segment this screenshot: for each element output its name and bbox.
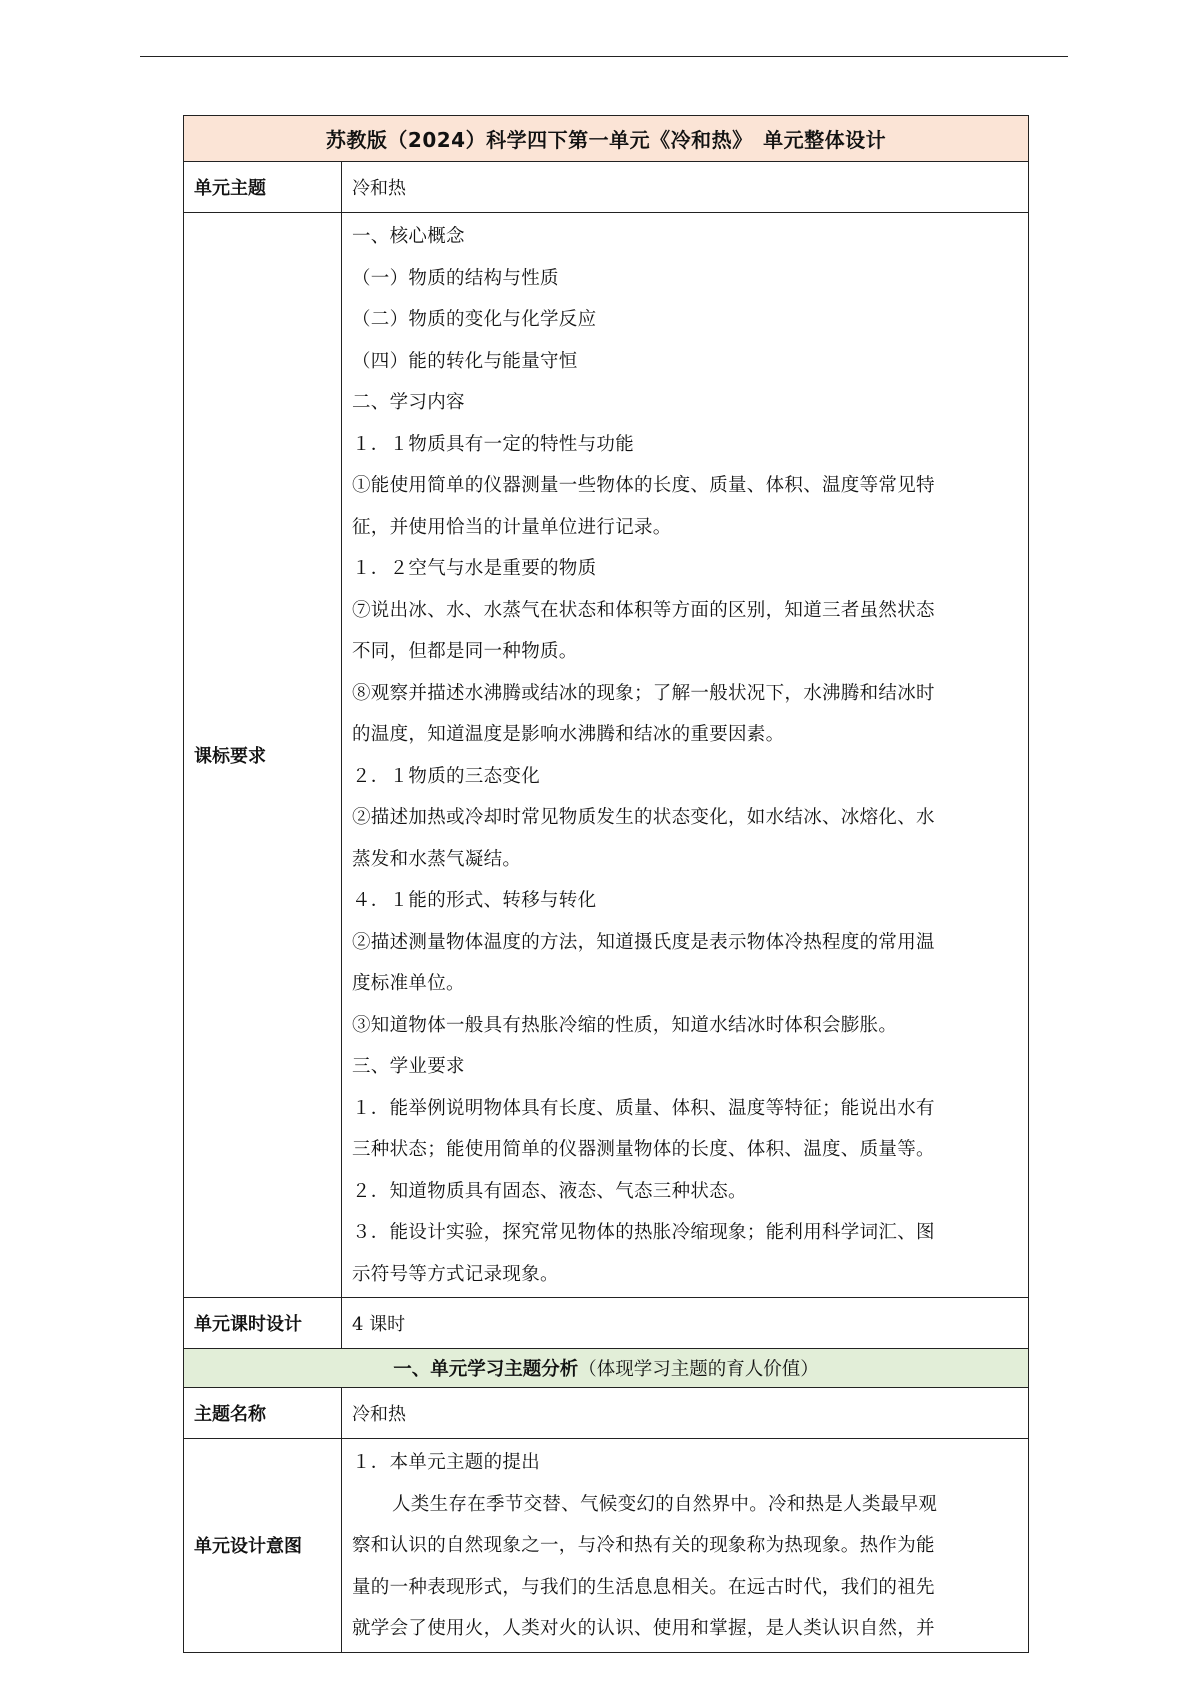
design-intent-line: 察和认识的自然现象之一，与冷和热有关的现象称为热现象。热作为能 [352,1535,935,1556]
section-heading-note: （体现学习主题的育人价值） [578,1359,819,1380]
curriculum-line: ２．１物质的三态变化 [352,765,541,787]
curriculum-line: 示符号等方式记录现象。 [352,1263,559,1285]
unit-design-table [183,115,1029,1653]
design-intent-line: １．本单元主题的提出 [352,1452,541,1473]
design-intent-row [184,1439,1029,1653]
unit-theme-value: 冷和热 [342,162,1029,213]
design-intent-line: 量的一种表现形式，与我们的生活息息相关。在远古时代，我们的祖先 [352,1576,935,1598]
document-title: 苏教版（2024）科学四下第一单元《冷和热》 单元整体设计 [184,116,1029,162]
curriculum-line: 一、核心概念 [352,226,465,247]
curriculum-line: １．１物质具有一定的特性与功能 [352,433,635,455]
section-heading-bold: 一、单元学习主题分析 [393,1359,579,1380]
curriculum-line: ①能使用简单的仪器测量一些物体的长度、质量、体积、温度等常见特 [352,475,935,496]
design-intent-line: 就学会了使用火，人类对火的认识、使用和掌握，是人类认识自然，并 [352,1618,935,1639]
curriculum-line: 不同，但都是同一种物质。 [352,641,578,662]
header-rule [140,56,1068,57]
curriculum-line: 二、学习内容 [352,392,465,413]
curriculum-line: 度标准单位。 [352,973,465,994]
curriculum-line: １．２空气与水是重要的物质 [352,558,597,579]
curriculum-line: （一）物质的结构与性质 [352,267,559,289]
lesson-design-label: 单元课时设计 [184,1298,342,1349]
curriculum-line: （四）能的转化与能量守恒 [352,350,578,372]
curriculum-line: 征，并使用恰当的计量单位进行记录。 [352,516,672,538]
curriculum-row [184,213,1029,1298]
curriculum-line: １．能举例说明物体具有长度、质量、体积、温度等特征；能说出水有 [352,1097,935,1119]
curriculum-line: ②描述加热或冷却时常见物质发生的状态变化，如水结冰、冰熔化、水 [352,807,935,828]
lesson-design-row [184,1298,1029,1349]
curriculum-label: 课标要求 [184,213,342,1298]
design-intent-content [342,1439,1029,1653]
curriculum-line: ３．能设计实验，探究常见物体的热胀冷缩现象；能利用科学词汇、图 [352,1222,935,1243]
curriculum-line: ②描述测量物体温度的方法，知道摄氏度是表示物体冷热程度的常用温 [352,931,935,953]
curriculum-line: （二）物质的变化与化学反应 [352,309,597,330]
theme-name-row [184,1388,1029,1439]
curriculum-line: 三、学业要求 [352,1056,465,1077]
curriculum-line: ③知道物体一般具有热胀冷缩的性质，知道水结冰时体积会膨胀。 [352,1014,898,1036]
section-heading-row [184,1349,1029,1388]
title-row [184,116,1029,162]
curriculum-line: ４．１能的形式、转移与转化 [352,890,597,911]
unit-theme-label: 单元主题 [184,162,342,213]
design-intent-label: 单元设计意图 [184,1439,342,1653]
section-heading [184,1349,1029,1388]
curriculum-line: ⑧观察并描述水沸腾或结冰的现象；了解一般状况下，水沸腾和结冰时 [352,682,935,704]
curriculum-line: 三种状态；能使用简单的仪器测量物体的长度、体积、温度、质量等。 [352,1139,935,1160]
curriculum-line: ２．知道物质具有固态、液态、气态三种状态。 [352,1180,747,1202]
curriculum-line: ⑦说出冰、水、水蒸气在状态和体积等方面的区别，知道三者虽然状态 [352,599,935,621]
curriculum-content [342,213,1029,1298]
unit-theme-row [184,162,1029,213]
theme-name-value: 冷和热 [342,1388,1029,1439]
lesson-design-value: 4 课时 [342,1298,1029,1349]
curriculum-line: 蒸发和水蒸气凝结。 [352,848,522,870]
theme-name-label: 主题名称 [184,1388,342,1439]
design-intent-line: 人类生存在季节交替、气候变幻的自然界中。冷和热是人类最早观 [392,1493,938,1515]
curriculum-line: 的温度，知道温度是影响水沸腾和结冰的重要因素。 [352,724,785,745]
